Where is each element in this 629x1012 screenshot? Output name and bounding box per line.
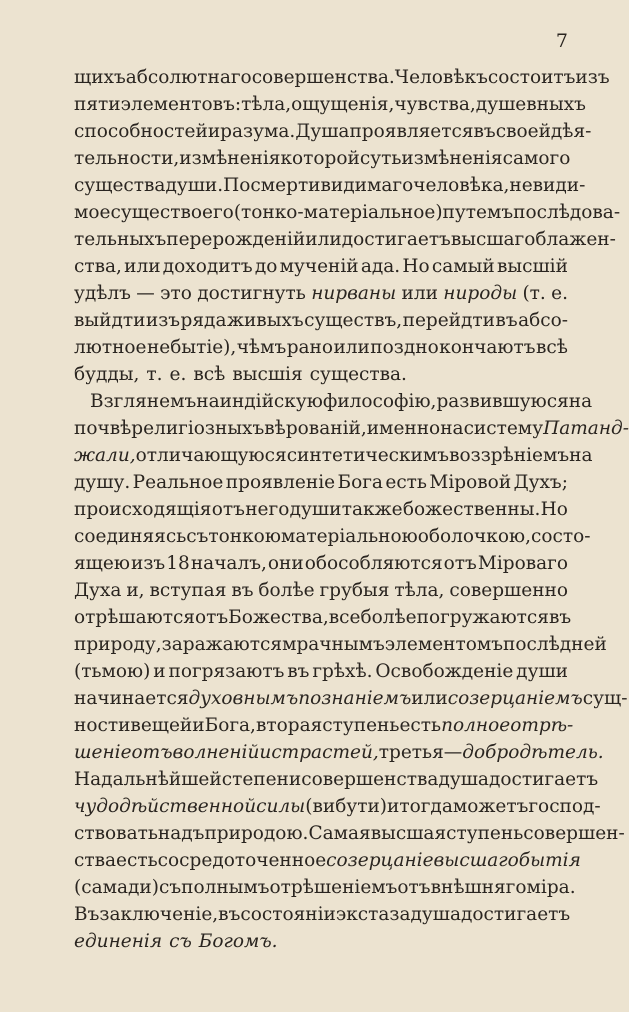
word: можетъ	[452, 796, 529, 817]
word: выйдти	[74, 310, 146, 331]
word: живыхъ	[226, 310, 304, 331]
text-line	[74, 658, 568, 685]
body-text	[74, 64, 629, 955]
word: достигаетъ	[341, 229, 451, 250]
text-line	[74, 793, 601, 820]
word: шеніе	[74, 742, 132, 763]
word: Но	[540, 499, 568, 520]
word: достигаетъ	[461, 904, 571, 925]
word: сущ-	[582, 688, 628, 709]
word: тельности,	[74, 148, 180, 169]
word: разума.	[220, 121, 296, 142]
word: и	[387, 796, 400, 817]
text-line	[74, 361, 568, 388]
word: смерти	[250, 175, 321, 196]
word: совершенно	[449, 580, 568, 601]
word: отрѣшеніемъ	[269, 877, 398, 898]
word: господ-	[528, 796, 601, 817]
word: элементовъ:	[120, 94, 242, 115]
word: волненій	[172, 742, 260, 763]
word: состоитъ	[487, 67, 576, 88]
text-line	[74, 469, 568, 496]
word: (тьмою)	[74, 661, 151, 682]
word: въ	[218, 904, 241, 925]
word: Бога	[337, 472, 383, 493]
word: доходитъ	[162, 256, 253, 277]
word: состо-	[530, 526, 591, 547]
text-line	[74, 307, 568, 334]
word: все	[328, 607, 361, 628]
word: дѣя-	[550, 121, 592, 142]
word: они	[267, 553, 304, 574]
word: душу.	[74, 472, 131, 493]
word: которой	[280, 148, 360, 169]
word: ности	[74, 715, 131, 736]
word: высшаго	[450, 229, 536, 250]
word: съ	[186, 526, 209, 547]
word: поздно	[370, 337, 439, 358]
word: систему	[463, 418, 544, 439]
word: (вибути)	[305, 796, 388, 817]
word: состояніи	[240, 904, 336, 925]
word: въ	[473, 121, 496, 142]
word: воззрѣніемъ	[449, 445, 570, 466]
word: и	[259, 742, 272, 763]
word: кончаютъ	[439, 337, 536, 358]
word: ощущенія,	[291, 94, 395, 115]
word: ства,	[74, 256, 122, 277]
word: чудодѣйственной	[74, 796, 257, 817]
word: (т.	[522, 283, 546, 304]
word: полнымъ	[181, 877, 270, 898]
word: щихъ	[74, 67, 126, 88]
word: страстей,	[271, 742, 379, 763]
text-line	[74, 226, 616, 253]
word: тельныхъ	[74, 229, 167, 250]
word: е.	[169, 364, 187, 385]
word: существа	[74, 175, 166, 196]
word: жали,	[74, 445, 136, 466]
word: міра.	[526, 877, 576, 898]
text-line	[74, 118, 592, 145]
word: блажен-	[535, 229, 616, 250]
word: отличающуюся	[135, 445, 287, 466]
word: есть	[385, 472, 427, 493]
word: пяти	[74, 94, 121, 115]
word: послѣдова-	[513, 202, 621, 223]
word: Божества,	[228, 607, 329, 628]
word: Духъ;	[513, 472, 568, 493]
word: ства	[74, 850, 117, 871]
word: также	[341, 499, 403, 520]
word: или	[333, 337, 370, 358]
word: началъ,	[190, 553, 267, 574]
word: божественны.	[402, 499, 541, 520]
word: погрязаютъ	[168, 661, 285, 682]
text-line	[74, 928, 568, 955]
word: философію,	[322, 391, 437, 412]
word: именно	[366, 418, 441, 439]
word: путемъ	[442, 202, 514, 223]
word: есть	[116, 850, 158, 871]
text-line	[74, 577, 568, 604]
word: въ	[495, 310, 518, 331]
word: чувства,	[394, 94, 476, 115]
word: вступая	[149, 580, 227, 601]
word: достигаетъ	[488, 769, 599, 790]
word: степени	[221, 769, 302, 790]
word: развившуюся	[436, 391, 569, 412]
word: существъ,	[304, 310, 403, 331]
word: изъ	[145, 310, 181, 331]
word: ряда	[180, 310, 227, 331]
word: ступень	[322, 715, 400, 736]
word: существа.	[309, 364, 407, 385]
word: ствовать	[74, 823, 158, 844]
word: Богомъ.	[198, 931, 278, 952]
word: заключеніе,	[99, 904, 219, 925]
word: изъ	[575, 67, 610, 88]
word: матеріальною	[280, 526, 418, 547]
word: Реальное	[132, 472, 224, 493]
text-line	[74, 901, 571, 928]
text-line	[74, 334, 568, 361]
word: е.	[551, 283, 568, 304]
word: измѣненія	[179, 148, 281, 169]
word: отъ	[397, 877, 431, 898]
word: на	[440, 418, 464, 439]
word: третья	[378, 742, 444, 763]
word: отъ	[211, 499, 245, 520]
word: Освобожденіе	[375, 661, 514, 682]
word: души.	[165, 175, 224, 196]
text-line	[74, 874, 576, 901]
word: всѣ	[535, 337, 568, 358]
word: высшій	[496, 256, 568, 277]
word: грубыя	[319, 580, 390, 601]
text-line	[74, 712, 574, 739]
word: и	[207, 121, 221, 142]
word: вещей	[130, 715, 193, 736]
word: вѣрованій,	[264, 418, 367, 439]
word: измѣненія	[401, 148, 503, 169]
word: самого	[502, 148, 571, 169]
word: 18	[166, 553, 190, 574]
text-line	[74, 523, 591, 550]
text-line	[74, 388, 593, 415]
word: высшая	[370, 823, 447, 844]
text-line	[74, 199, 621, 226]
word: абсо-	[518, 310, 568, 331]
word: душа	[438, 769, 489, 790]
word: и	[192, 715, 205, 736]
word: небытіе),	[146, 337, 237, 358]
word: Душа	[295, 121, 350, 142]
word: отъ	[443, 553, 477, 574]
word: грѣхѣ.	[312, 661, 373, 682]
word: обособляются	[304, 553, 443, 574]
text-line	[74, 820, 625, 847]
text-line	[74, 496, 568, 523]
word: Въ	[74, 904, 100, 925]
word: души	[289, 499, 342, 520]
word: отъ	[194, 607, 229, 628]
word: созерцаніемъ	[447, 688, 583, 709]
word: суть	[359, 148, 402, 169]
word: мое	[74, 202, 111, 223]
text-line	[74, 415, 629, 442]
word: познаніемъ	[298, 688, 412, 709]
word: перерожденій	[166, 229, 306, 250]
word: его	[202, 202, 234, 223]
word: Патанд-	[543, 418, 629, 439]
word: происходящія	[74, 499, 212, 520]
word: это	[160, 283, 192, 304]
text-line	[74, 64, 610, 91]
word: природою.	[204, 823, 309, 844]
word: (тонко-матеріальное)	[233, 202, 443, 223]
word: бытія	[518, 850, 581, 871]
word: ступень	[446, 823, 524, 844]
word: начинается	[74, 688, 189, 709]
text-line	[74, 550, 568, 577]
word: мученій	[279, 256, 359, 277]
word: нирваны	[311, 283, 397, 304]
word: Самая	[308, 823, 371, 844]
word: и	[153, 661, 166, 682]
word: видимаго	[320, 175, 414, 196]
word: всѣ	[193, 364, 226, 385]
word: человѣка,	[413, 175, 510, 196]
word: тонкою	[208, 526, 281, 547]
word: отъ	[131, 742, 173, 763]
word: него	[245, 499, 290, 520]
word: элементомъ	[384, 634, 504, 655]
word: самый	[431, 256, 495, 277]
word: добродѣтель.	[462, 742, 604, 763]
word: чѣмъ	[236, 337, 287, 358]
word: ада.	[360, 256, 401, 277]
word: тѣла,	[241, 94, 292, 115]
word: и,	[126, 580, 145, 601]
word: По	[223, 175, 251, 196]
word: экстаза	[335, 904, 411, 925]
word: душевныхъ	[475, 94, 586, 115]
word: совершенства.	[251, 67, 395, 88]
word: своей	[495, 121, 551, 142]
text-line	[74, 604, 572, 631]
word: съ	[169, 931, 192, 952]
word: Бога,	[204, 715, 256, 736]
word: созерцаніе	[326, 850, 434, 871]
word: въ	[548, 607, 572, 628]
word: На	[74, 769, 102, 790]
word: отрѣшаются	[74, 607, 195, 628]
text-line	[74, 253, 568, 280]
word: на	[196, 391, 220, 412]
word: Духа	[74, 580, 122, 601]
word: перейдти	[402, 310, 495, 331]
word: полное	[441, 715, 511, 736]
word: синтетическимъ	[286, 445, 450, 466]
word: отрѣ-	[510, 715, 574, 736]
word: или	[124, 256, 161, 277]
text-line	[74, 739, 604, 766]
word: ящею	[74, 553, 130, 574]
text-line	[74, 145, 571, 172]
word: тогда	[399, 796, 453, 817]
word: проявляется	[349, 121, 474, 142]
word: высшія	[232, 364, 303, 385]
word: —	[136, 283, 155, 304]
word: религіозныхъ	[131, 418, 265, 439]
word: болѣе	[360, 607, 417, 628]
word: природу,	[74, 634, 162, 655]
text-line	[74, 685, 628, 712]
word: —	[443, 742, 463, 763]
text-line	[74, 280, 568, 307]
word: съ	[158, 877, 182, 898]
word: способностей	[74, 121, 208, 142]
word: нироды	[443, 283, 518, 304]
word: вторая	[255, 715, 323, 736]
word: погружаются	[416, 607, 549, 628]
word: абсолютнаго	[125, 67, 252, 88]
word: Міровой	[429, 472, 512, 493]
word: оболочкою,	[417, 526, 531, 547]
word: удѣлъ	[74, 283, 131, 304]
word: существо	[110, 202, 203, 223]
word: Человѣкъ	[394, 67, 488, 88]
word: дальнѣйшей	[101, 769, 222, 790]
word: послѣдней	[503, 634, 607, 655]
word: внѣшняго	[430, 877, 527, 898]
word: сосредоточенное	[157, 850, 327, 871]
word: совершенства	[301, 769, 439, 790]
word: рано	[286, 337, 334, 358]
word: (самади)	[74, 877, 159, 898]
page-number: 7	[555, 30, 568, 52]
word: мрачнымъ	[282, 634, 385, 655]
text-line	[74, 766, 599, 793]
word: единенія	[74, 931, 163, 952]
word: тѣла,	[394, 580, 445, 601]
word: духовнымъ	[188, 688, 299, 709]
word: или	[401, 283, 438, 304]
word: Взглянемъ	[90, 391, 197, 412]
word: надъ	[157, 823, 205, 844]
word: соединяясь	[74, 526, 187, 547]
word: невиди-	[509, 175, 586, 196]
word: Но	[402, 256, 430, 277]
text-line	[74, 172, 586, 199]
word: въ	[231, 580, 254, 601]
word: т.	[146, 364, 163, 385]
word: въ	[287, 661, 310, 682]
word: души	[516, 661, 568, 682]
word: душа	[410, 904, 462, 925]
text-line	[74, 91, 586, 118]
word: силы	[256, 796, 306, 817]
word: есть	[399, 715, 442, 736]
word: заражаются	[161, 634, 283, 655]
word: будды,	[74, 364, 140, 385]
word: индійскую	[219, 391, 323, 412]
word: достигнуть	[197, 283, 306, 304]
text-line	[74, 631, 607, 658]
text-line	[74, 847, 581, 874]
text-line	[74, 442, 593, 469]
word: лютное	[74, 337, 147, 358]
word: на	[569, 445, 593, 466]
word: высшаго	[433, 850, 519, 871]
word: изъ	[130, 553, 166, 574]
word: Міроваго	[477, 553, 568, 574]
word: проявленіе	[225, 472, 336, 493]
word: на	[568, 391, 593, 412]
word: совершен-	[523, 823, 625, 844]
word: болѣе	[258, 580, 315, 601]
word: почвѣ	[74, 418, 132, 439]
word: или	[411, 688, 448, 709]
word: или	[305, 229, 342, 250]
word: до	[254, 256, 278, 277]
